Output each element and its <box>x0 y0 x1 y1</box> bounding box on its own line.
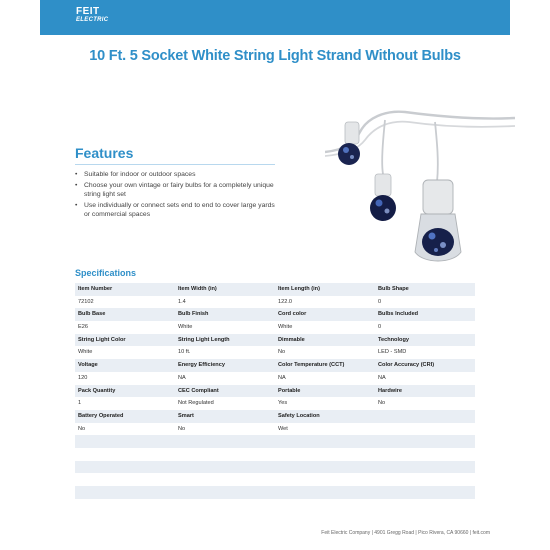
spec-value: 122.0 <box>278 298 292 305</box>
spec-label: Cord color <box>278 311 307 318</box>
spec-value: White <box>278 324 293 331</box>
spec-value: NA <box>278 374 286 381</box>
spec-value: No <box>178 425 186 432</box>
spec-label: Safety Location <box>278 412 320 419</box>
features-heading: Features <box>75 145 134 161</box>
spec-value: White <box>78 349 93 356</box>
bullet-icon: • <box>75 171 78 178</box>
spec-value: 0 <box>378 324 382 331</box>
spec-label-row <box>75 410 475 423</box>
spec-value-row <box>75 423 475 436</box>
spec-label-row <box>75 359 475 372</box>
spec-label: Battery Operated <box>78 412 124 419</box>
spec-label: Bulb Finish <box>178 311 209 318</box>
spec-empty-row <box>75 448 475 461</box>
feature-text: Use individually or connect sets end to end to cover large yards or commercial spaces <box>84 201 275 219</box>
socket-bulb-3 <box>415 180 461 261</box>
spec-value: Wet <box>278 425 288 432</box>
spec-value: E26 <box>78 324 88 331</box>
spec-label-row <box>75 283 475 296</box>
spec-label-row <box>75 334 475 347</box>
spec-label: Item Width (in) <box>178 286 217 292</box>
brand-logo-line1: FEIT <box>76 6 100 17</box>
spec-label: CEC Compliant <box>178 387 219 394</box>
spec-label: Hardwire <box>378 387 402 394</box>
spec-label-row <box>75 385 475 398</box>
spec-label: Dimmable <box>278 336 305 343</box>
specifications-heading: Specifications <box>75 268 137 278</box>
spec-empty-row <box>75 486 475 499</box>
bullet-icon: • <box>75 201 78 209</box>
spec-value: NA <box>178 374 186 381</box>
spec-value-row <box>75 346 475 359</box>
brand-header-bar <box>40 0 510 35</box>
spec-label: Energy Efficiency <box>178 362 225 369</box>
spec-label: String Light Color <box>78 336 126 343</box>
spec-empty-row <box>75 461 475 474</box>
spec-label <box>375 410 475 423</box>
page-footer: Feit Electric Company | 4901 Gregg Road | Pico Rivera, CA 90660 | feit.com <box>321 530 490 536</box>
spec-value: 0 <box>378 298 382 305</box>
socket-bulb-2 <box>370 174 396 221</box>
socket-bulb-1 <box>338 122 360 165</box>
spec-label: Item Number <box>78 286 113 292</box>
spec-value: Not Regulated <box>178 400 214 407</box>
spec-value: 10 ft. <box>178 349 191 356</box>
spec-value: No <box>278 349 286 356</box>
spec-label: Smart <box>178 412 194 419</box>
spec-value: No <box>378 400 386 407</box>
feature-text: Choose your own vintage or fairy bulbs for a completely unique string light set <box>84 181 274 199</box>
spec-value: 120 <box>78 374 88 381</box>
spec-label: Bulbs Included <box>378 311 419 318</box>
bullet-icon: • <box>75 181 78 189</box>
product-image <box>325 92 515 267</box>
product-title: 10 Ft. 5 Socket White String Light Strand Without Bulbs <box>89 48 461 64</box>
spec-sheet-page <box>40 0 510 550</box>
feature-text: Suitable for indoor or outdoor spaces <box>84 171 196 178</box>
spec-value: 1 <box>78 400 82 407</box>
spec-value-row <box>75 296 475 309</box>
brand-logo[interactable] <box>76 7 108 25</box>
spec-value-row <box>75 372 475 385</box>
feature-item <box>75 181 275 200</box>
light-cord-drop <box>382 120 385 174</box>
spec-label: Voltage <box>78 362 98 369</box>
brand-logo-line2: ELECTRIC <box>76 17 109 23</box>
spec-label: String Light Length <box>178 336 230 343</box>
spec-value: 1.4 <box>178 298 186 305</box>
light-cord-drop-2 <box>435 122 438 182</box>
spec-label: Bulb Base <box>78 311 106 318</box>
spec-value: NA <box>378 374 386 381</box>
spec-value-row <box>75 397 475 410</box>
spec-empty-row <box>75 435 475 448</box>
spec-value: LED - SMD <box>378 349 407 356</box>
specifications-table <box>75 283 475 499</box>
spec-label: Color Accuracy (CRI) <box>378 362 435 369</box>
spec-label: Bulb Shape <box>378 286 409 292</box>
spec-label: Pack Quantity <box>78 387 116 394</box>
spec-label: Technology <box>378 336 409 343</box>
spec-empty-row <box>75 473 475 486</box>
features-divider <box>75 164 275 165</box>
spec-label: Color Temperature (CCT) <box>278 362 345 369</box>
spec-value: Yes <box>278 400 288 407</box>
spec-value: White <box>178 324 193 331</box>
spec-label: Portable <box>278 387 301 394</box>
features-list <box>75 170 275 221</box>
spec-value <box>375 423 475 436</box>
item-number-link[interactable]: 72102 <box>78 298 94 305</box>
feature-item <box>75 201 275 220</box>
spec-label-row <box>75 308 475 321</box>
spec-label: Item Length (in) <box>278 286 320 292</box>
feature-item <box>75 170 275 180</box>
spec-value-row <box>75 321 475 334</box>
spec-value: No <box>78 425 86 432</box>
